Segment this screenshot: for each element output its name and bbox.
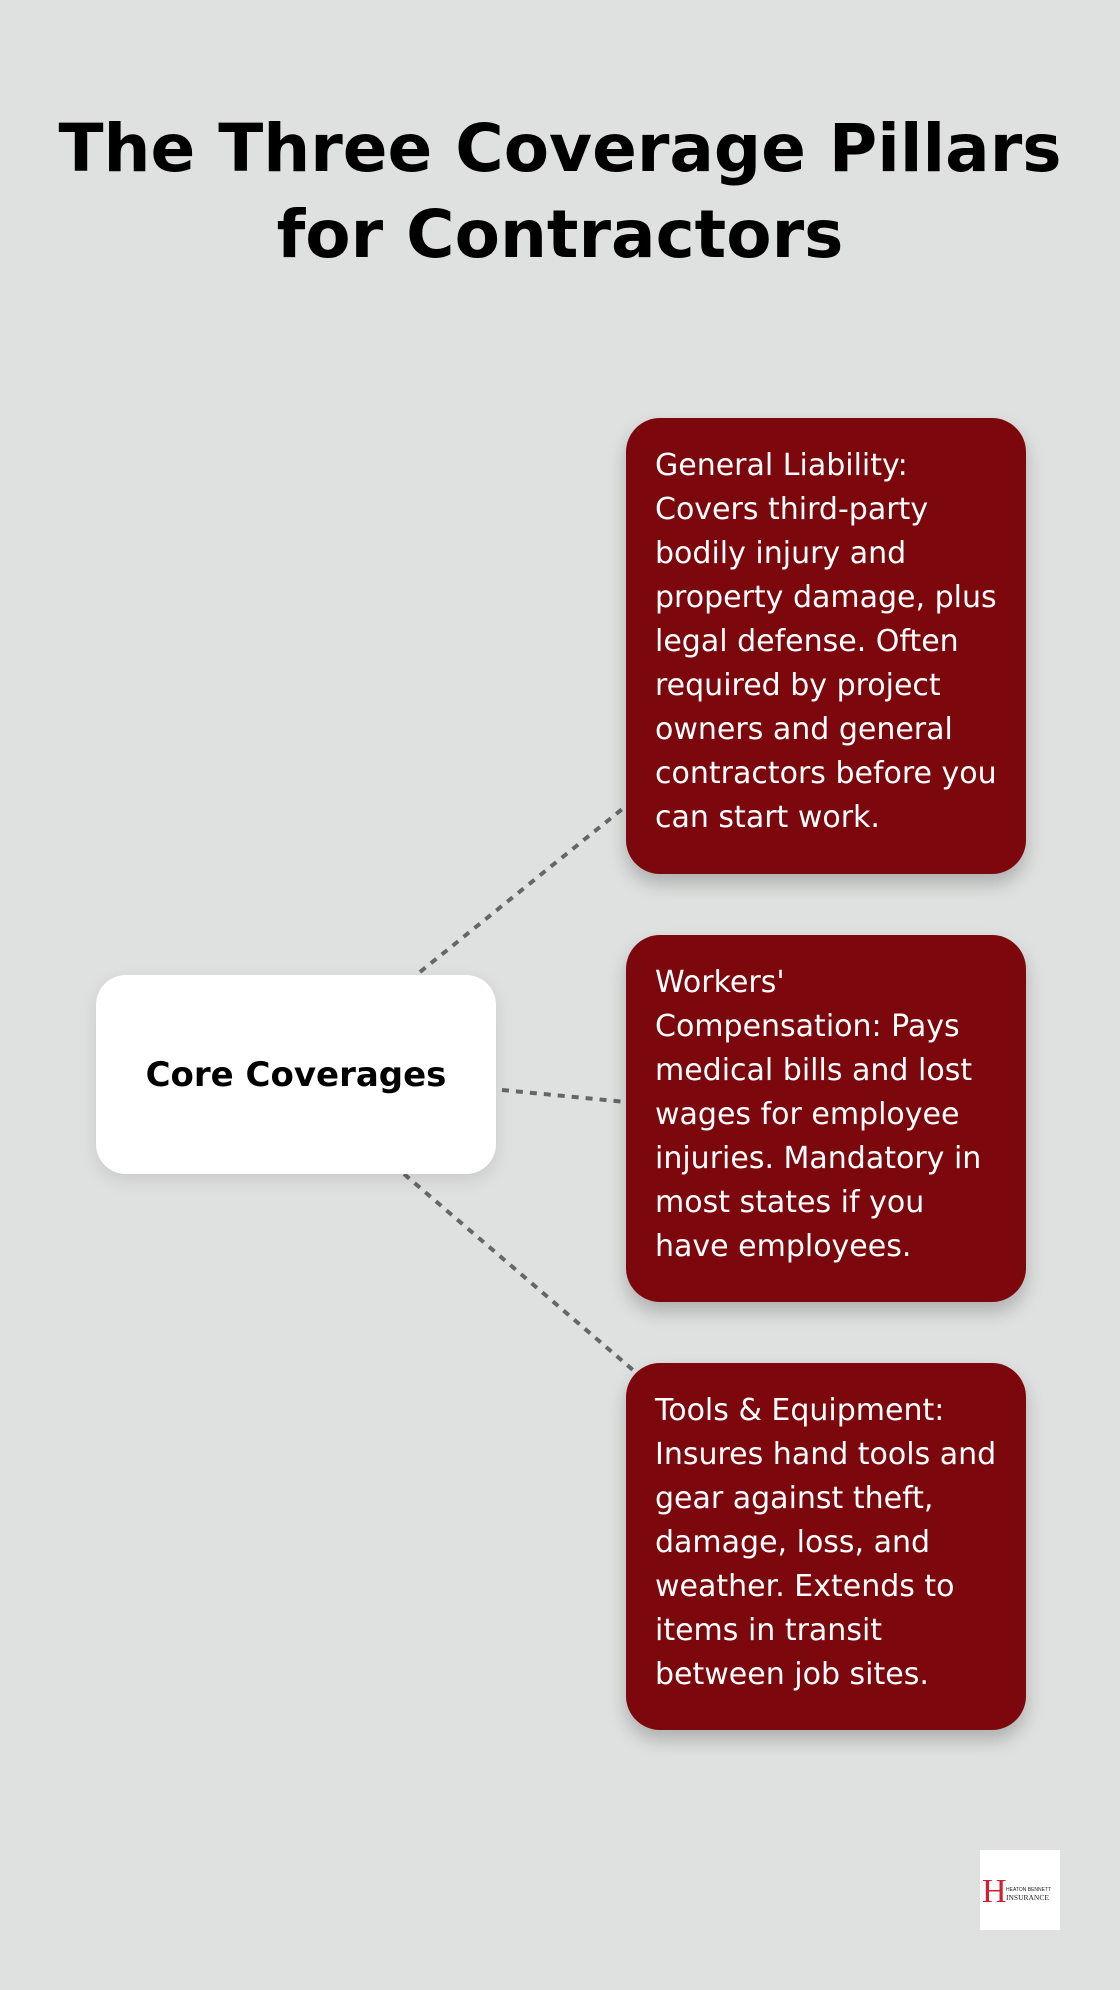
connector-line-3: [404, 1174, 640, 1376]
workers-compensation-card: [626, 935, 1026, 1302]
connector-line-2: [502, 1090, 626, 1102]
general-liability-text: General Liability: Covers third-party bodily injury and property damage, plus legal defense. Often required by project owners and general contractors before you can start work.: [655, 448, 997, 835]
connector-line-1: [420, 806, 626, 972]
tools-equipment-card: [626, 1363, 1026, 1730]
svg-text:H: H: [982, 1873, 1007, 1910]
svg-text:INSURANCE: INSURANCE: [1006, 1893, 1049, 1902]
workers-compensation-text: Workers' Compensation: Pays medical bills and lost wages for employee injuries. Mandatory in most states if you have employees.: [655, 965, 982, 1264]
core-coverages-label: Core Coverages: [145, 1054, 447, 1095]
tools-equipment-text: Tools & Equipment: Insures hand tools and gear against theft, damage, loss, and weather. Extends to items in transit between job sites.: [655, 1393, 997, 1692]
svg-text:HEATON BENNETT: HEATON BENNETT: [1006, 1887, 1052, 1893]
page-title: The Three Coverage Pillars for Contractors: [58, 110, 1062, 273]
logo-mark-icon: [980, 1850, 1060, 1930]
company-logo: [980, 1850, 1060, 1930]
core-coverages-node: [96, 975, 496, 1174]
general-liability-card: [626, 418, 1026, 874]
